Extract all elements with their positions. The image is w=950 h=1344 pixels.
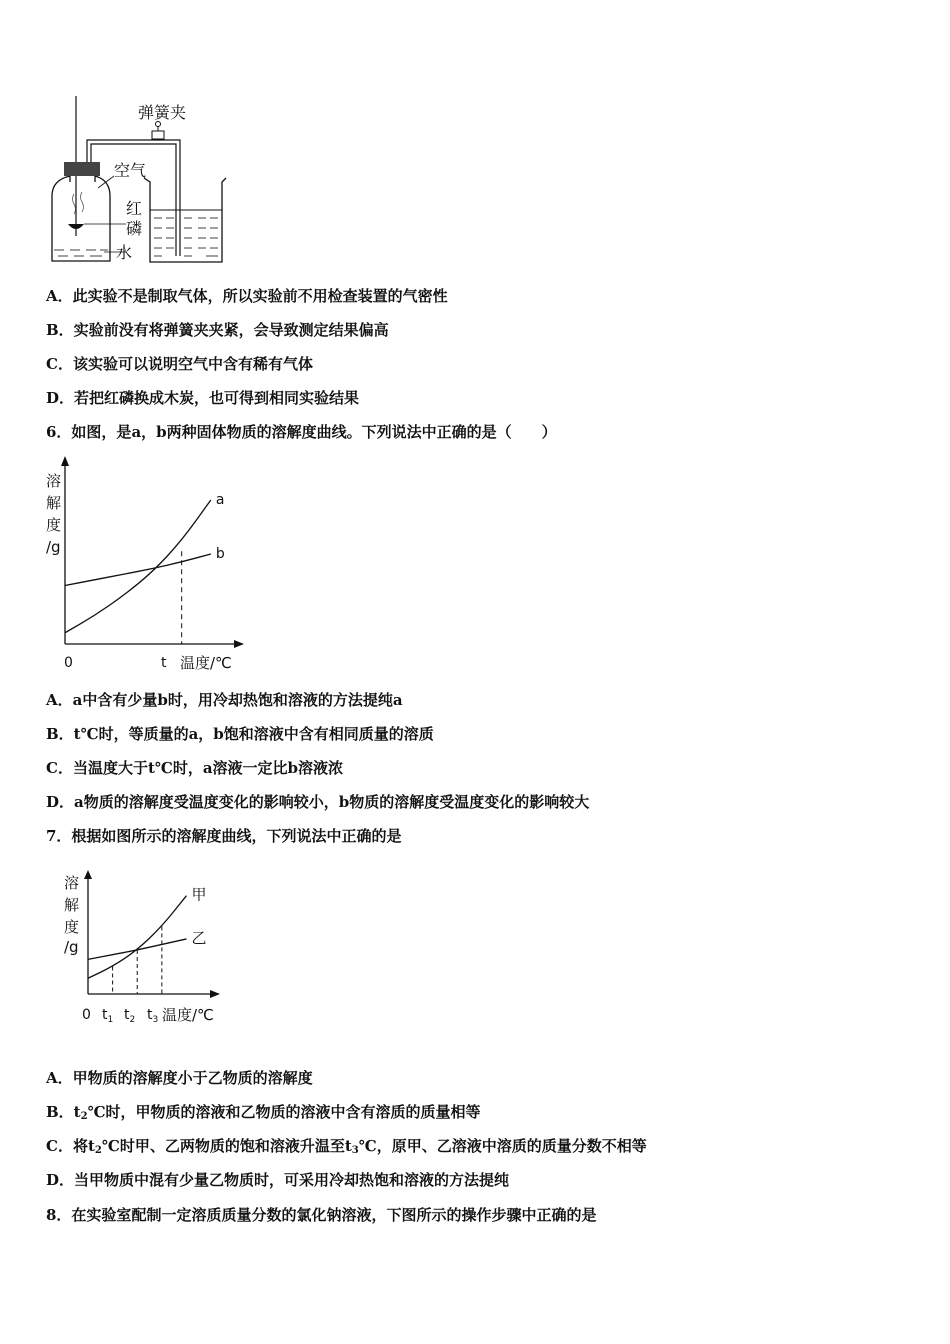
ylabel-char-1: 溶	[64, 874, 80, 892]
combustion-spoon	[68, 224, 84, 229]
q8-stem: 8．在实验室配制一定溶质质量分数的氯化钠溶液，下图所示的操作步骤中正确的是	[46, 1206, 597, 1224]
ylabel-char-3: 度	[64, 918, 80, 936]
q6-option-d: D．a物质的溶解度受温度变化的影响较小，b物质的溶解度受温度变化的影响较大	[46, 793, 590, 811]
q7-option-c: C．将$t_2℃$时甲、乙两物质的饱和溶液升温至$t_3℃$，原甲、乙溶液中溶质的质量分数不相等	[46, 1137, 647, 1156]
q5-option-d: D．若把红磷换成木炭，也可得到相同实验结果	[46, 389, 360, 407]
label-air: 空气	[114, 161, 147, 180]
q6-option-b: B．t℃时，等质量的a，b饱和溶液中含有相同质量的溶质	[46, 725, 434, 743]
ylabel-char-2: 解	[46, 494, 62, 512]
q6-option-a: A．a中含有少量b时，用冷却热饱和溶液的方法提纯a	[46, 691, 403, 709]
x-axis-arrow	[210, 990, 220, 998]
label-phosphorus-1: 红	[126, 199, 143, 218]
series-label-b: b	[215, 546, 225, 562]
series-label-a: a	[215, 492, 225, 508]
apparatus-figure	[40, 96, 230, 271]
q7-solubility-chart	[58, 862, 228, 1032]
series-line-b	[65, 554, 211, 586]
ylabel-char-3: 度	[46, 516, 62, 534]
label-water: 水	[116, 243, 133, 262]
connecting-tube	[87, 140, 180, 256]
q7-option-b: B．$t_2℃$时，甲物质的溶液和乙物质的溶液中含有溶质的质量相等	[46, 1103, 481, 1122]
xtick-t1: $t_1$	[102, 1007, 114, 1025]
label-clip: 弹簧夹	[138, 103, 187, 122]
series-label-yi: 乙	[191, 928, 207, 947]
xtick-t2: $t_2$	[124, 1007, 136, 1025]
ylabel-char-4: /g	[64, 938, 79, 956]
x-axis-label: 温度/℃	[180, 654, 232, 672]
xtick-t3: $t_3$	[147, 1007, 159, 1025]
q5-option-b: B．实验前没有将弹簧夹夹紧，会导致测定结果偏高	[46, 321, 389, 339]
ylabel-char-1: 溶	[46, 472, 62, 490]
jar-water	[54, 250, 108, 256]
gas-jar	[52, 176, 110, 261]
origin-label: 0	[64, 655, 73, 671]
x-axis-arrow	[234, 640, 244, 648]
q6-solubility-chart	[40, 452, 250, 677]
q7-option-d: D．当甲物质中混有少量乙物质时，可采用冷却热饱和溶液的方法提纯	[46, 1171, 510, 1189]
ylabel-char-2: 解	[64, 896, 80, 914]
q7-option-a: A．甲物质的溶解度小于乙物质的溶解度	[46, 1069, 313, 1087]
series-label-jia: 甲	[191, 885, 207, 904]
y-axis-arrow	[61, 456, 69, 466]
y-axis-arrow	[84, 870, 92, 879]
rubber-stopper	[64, 162, 100, 176]
beaker	[144, 178, 226, 262]
label-phosphorus-2: 磷	[126, 219, 143, 238]
ylabel-char-4: /g	[46, 538, 61, 556]
xtick-t: t	[161, 655, 167, 671]
series-line-a	[65, 500, 211, 633]
q7-stem: 7．根据如图所示的溶解度曲线，下列说法中正确的是	[46, 827, 402, 845]
q5-option-c: C．该实验可以说明空气中含有稀有气体	[46, 355, 313, 373]
q6-option-c: C．当温度大于t℃时，a溶液一定比b溶液浓	[46, 759, 344, 777]
x-axis-label: 温度/℃	[162, 1006, 214, 1024]
beaker-water	[150, 210, 222, 256]
q6-stem: 6．如图，是a，b两种固体物质的溶解度曲线。下列说法中正确的是（ ）	[46, 423, 557, 441]
q5-option-a: A．此实验不是制取气体，所以实验前不用检查装置的气密性	[46, 287, 448, 305]
spring-clip	[152, 122, 164, 140]
origin-label: 0	[82, 1007, 91, 1023]
